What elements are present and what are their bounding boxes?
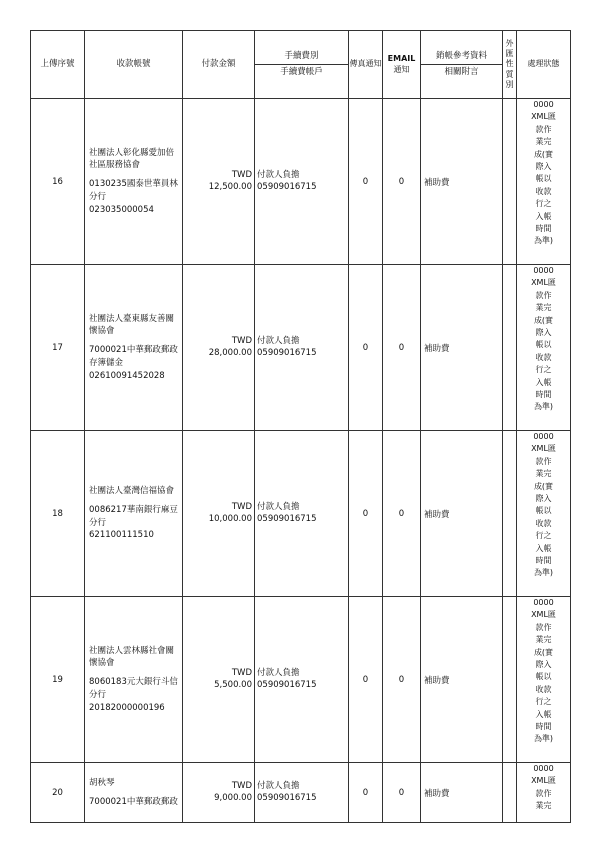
account-line: 分行 [89, 689, 107, 700]
fee-account: 05909016715 [257, 679, 317, 690]
status-line: 款作 [535, 290, 552, 300]
status-line: 帳以 [535, 506, 552, 516]
fee-type: 付款人負擔 [257, 781, 300, 792]
account-cell [85, 763, 183, 823]
account-line: 存簿儲金 [89, 357, 124, 368]
account-line: 社團法人彰化縣愛加倍 [89, 147, 175, 158]
status-line: 成(實 [533, 481, 554, 491]
process-status-cell [517, 597, 571, 763]
header-foreign-char: 別 [505, 80, 514, 90]
process-status-cell [517, 763, 571, 823]
fee-cell [255, 265, 349, 431]
status-line: 為準) [533, 568, 554, 578]
email-cell: 0 [383, 597, 421, 763]
fee-account: 05909016715 [257, 513, 317, 524]
status-line: 業完 [535, 635, 552, 645]
account-line: 02610091452028 [89, 370, 165, 381]
header-fee-type: 手續費別 [284, 50, 319, 61]
fax-cell: 0 [349, 763, 383, 823]
header-fee [255, 31, 349, 99]
account-line: 分行 [89, 517, 107, 528]
amount-cell [183, 265, 255, 431]
header-foreign-char: 性 [505, 59, 514, 69]
status-line: 際入 [535, 161, 552, 171]
status-line: 為準) [533, 734, 554, 744]
table-row [31, 99, 571, 265]
status-line: 行之 [535, 531, 552, 541]
fax-cell: 0 [349, 99, 383, 265]
memo-cell: 補助費 [421, 597, 503, 763]
header-email-a: EMAIL [387, 54, 416, 64]
fee-cell [255, 99, 349, 265]
process-status-cell [517, 265, 571, 431]
account-line: 621100111510 [89, 530, 154, 541]
remittance-table [30, 30, 571, 823]
account-line: 0086217華南銀行麻豆 [89, 504, 178, 515]
status-line: XML匯 [531, 278, 556, 288]
header-account: 收款帳號 [85, 31, 183, 99]
status-line: 帳以 [535, 174, 552, 184]
status-line: 際入 [535, 327, 552, 337]
fee-type: 付款人負擔 [257, 502, 300, 513]
memo-cell: 補助費 [421, 265, 503, 431]
currency-label: TWD [231, 781, 252, 792]
header-memo-note: 相關附言 [421, 64, 502, 80]
fee-cell [255, 763, 349, 823]
status-line: 業完 [535, 137, 552, 147]
status-line: 0000 [533, 266, 554, 275]
fax-cell: 0 [349, 597, 383, 763]
foreign-cell [503, 597, 517, 763]
status-line: 收款 [535, 186, 552, 196]
account-line: 社團法人臺灣信福協會 [89, 486, 175, 496]
account-line: 7000021中華郵政郵政 [89, 345, 178, 356]
fax-cell: 0 [349, 431, 383, 597]
header-process: 處理狀態 [517, 31, 571, 99]
status-line: 時間 [535, 389, 552, 399]
status-line: 帳以 [535, 340, 552, 350]
header-email-b: 通知 [393, 64, 410, 74]
status-line: 業完 [535, 469, 552, 479]
seq-cell: 16 [31, 99, 85, 265]
header-foreign-char: 匯 [505, 48, 514, 58]
currency-label: TWD [231, 502, 252, 513]
foreign-cell [503, 431, 517, 597]
header-fee-account: 手續費帳戶 [255, 64, 348, 80]
status-line: 時間 [535, 721, 552, 731]
fee-type: 付款人負擔 [257, 668, 300, 679]
status-line: 業完 [535, 303, 552, 313]
table-row [31, 431, 571, 597]
status-line: 際入 [535, 493, 552, 503]
account-line: 懷協會 [89, 658, 115, 669]
account-line: 023035000054 [89, 204, 154, 215]
amount-value: 9,000.00 [214, 792, 252, 803]
status-line: 際入 [535, 659, 552, 669]
seq-cell: 20 [31, 763, 85, 823]
account-cell [85, 597, 183, 763]
seq-cell: 17 [31, 265, 85, 431]
amount-cell [183, 431, 255, 597]
table-row [31, 763, 571, 823]
status-line: 款作 [535, 788, 552, 798]
fee-account: 05909016715 [257, 181, 317, 192]
foreign-cell [503, 99, 517, 265]
header-row [31, 31, 571, 99]
status-line: 款作 [535, 622, 552, 632]
account-line: 懷協會 [89, 326, 115, 337]
status-line: 收款 [535, 518, 552, 528]
status-line: XML匯 [531, 444, 556, 454]
amount-cell [183, 99, 255, 265]
status-line: XML匯 [531, 776, 556, 786]
account-line: 20182000000196 [89, 702, 165, 713]
account-line: 社團法人臺東縣友善關 [89, 313, 175, 324]
currency-label: TWD [231, 336, 252, 347]
header-fax: 傳真通知 [349, 31, 383, 99]
status-line: 入帳 [535, 709, 552, 719]
memo-cell: 補助費 [421, 763, 503, 823]
amount-cell [183, 597, 255, 763]
header-foreign-char: 質 [505, 69, 514, 79]
foreign-cell [503, 763, 517, 823]
header-email [383, 31, 421, 99]
status-line: 0000 [533, 598, 554, 607]
email-cell: 0 [383, 265, 421, 431]
status-line: 0000 [533, 100, 554, 109]
status-line: 為準) [533, 402, 554, 412]
amount-value: 5,500.00 [214, 679, 252, 690]
email-cell: 0 [383, 763, 421, 823]
status-line: 行之 [535, 365, 552, 375]
status-line: 行之 [535, 199, 552, 209]
memo-cell: 補助費 [421, 431, 503, 597]
status-line: 0000 [533, 432, 554, 441]
currency-label: TWD [231, 170, 252, 181]
header-foreign-char: 外 [505, 38, 514, 48]
process-status-cell [517, 99, 571, 265]
header-memo-ref: 銷帳參考資料 [435, 50, 487, 61]
fee-type: 付款人負擔 [257, 336, 300, 347]
header-amount: 付款金額 [183, 31, 255, 99]
status-line: 入帳 [535, 543, 552, 553]
account-cell [85, 265, 183, 431]
status-line: 帳以 [535, 672, 552, 682]
status-line: XML匯 [531, 112, 556, 122]
account-line: 分行 [89, 191, 107, 202]
status-line: 成(實 [533, 315, 554, 325]
account-line: 8060183元大銀行斗信 [89, 677, 178, 688]
status-line: 收款 [535, 684, 552, 694]
header-foreign [503, 31, 517, 99]
account-line: 7000021中華郵政郵政 [89, 796, 178, 807]
memo-cell: 補助費 [421, 99, 503, 265]
amount-cell [183, 763, 255, 823]
header-seq: 上傳序號 [31, 31, 85, 99]
account-line: 社團法人雲林縣社會關 [89, 645, 175, 656]
amount-value: 28,000.00 [208, 347, 252, 358]
status-line: 收款 [535, 352, 552, 362]
status-line: 時間 [535, 555, 552, 565]
status-line: XML匯 [531, 610, 556, 620]
email-cell: 0 [383, 99, 421, 265]
status-line: 入帳 [535, 377, 552, 387]
fee-type: 付款人負擔 [257, 170, 300, 181]
fee-cell [255, 597, 349, 763]
status-line: 成(實 [533, 647, 554, 657]
status-line: 時間 [535, 223, 552, 233]
seq-cell: 18 [31, 431, 85, 597]
email-cell: 0 [383, 431, 421, 597]
fax-cell: 0 [349, 265, 383, 431]
account-cell [85, 431, 183, 597]
status-line: 為準) [533, 236, 554, 246]
header-memo [421, 31, 503, 99]
amount-value: 10,000.00 [208, 513, 252, 524]
status-line: 0000 [533, 764, 554, 773]
foreign-cell [503, 265, 517, 431]
status-line: 款作 [535, 456, 552, 466]
account-cell [85, 99, 183, 265]
fee-cell [255, 431, 349, 597]
status-line: 款作 [535, 124, 552, 134]
process-status-cell [517, 431, 571, 597]
account-line: 社區服務協會 [89, 160, 141, 171]
account-line: 胡秋琴 [89, 777, 115, 788]
fee-account: 05909016715 [257, 792, 317, 803]
status-line: 業完 [535, 801, 552, 811]
fee-account: 05909016715 [257, 347, 317, 358]
status-line: 入帳 [535, 211, 552, 221]
currency-label: TWD [231, 668, 252, 679]
status-line: 行之 [535, 697, 552, 707]
table-row [31, 597, 571, 763]
table-row [31, 265, 571, 431]
seq-cell: 19 [31, 597, 85, 763]
account-line: 0130235國泰世華員林 [89, 179, 178, 190]
status-line: 成(實 [533, 149, 554, 159]
amount-value: 12,500.00 [208, 181, 252, 192]
